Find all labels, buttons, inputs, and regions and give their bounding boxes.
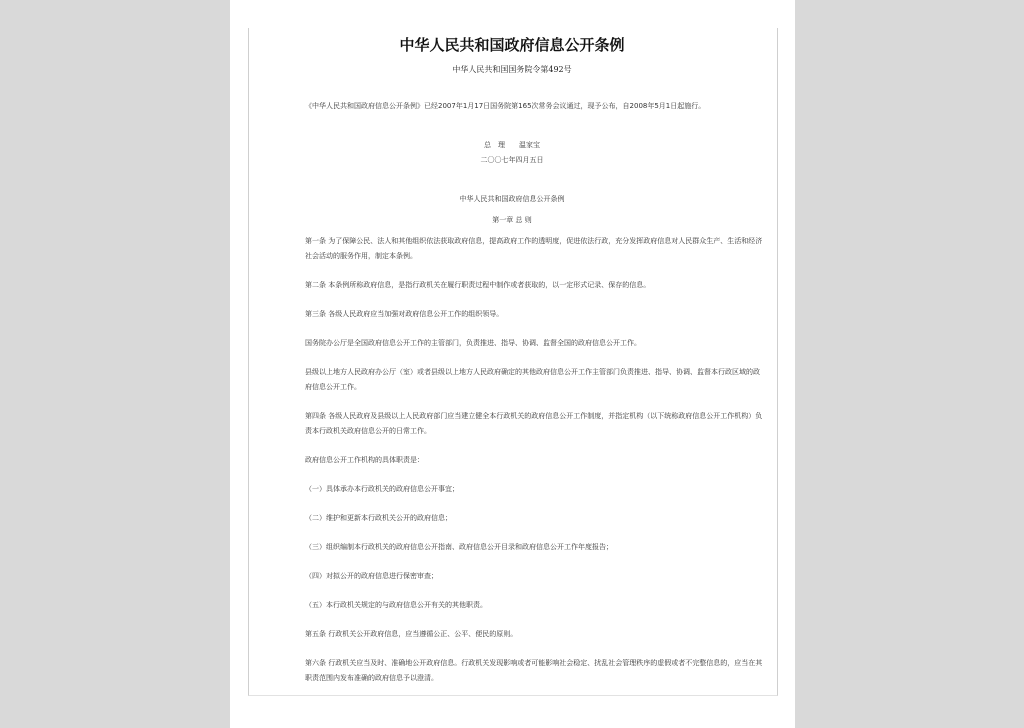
document-page [248, 28, 778, 696]
article-6: 第六条 行政机关应当及时、准确地公开政府信息。行政机关发现影响或者可能影响社会稳定、扰乱社会管理秩序的虚假或者不完整信息的，应当在其职责范围内发布准确的政府信息予以澄清。 [305, 659, 763, 682]
decree-number: 中华人民共和国国务院令第492号 [452, 65, 572, 74]
document-title: 中华人民共和国政府信息公开条例 [399, 36, 625, 54]
duty-item-4: （四）对拟公开的政府信息进行保密审查； [305, 572, 438, 580]
signatory: 总 理 温家宝 [484, 141, 540, 149]
article-3-para-3: 县级以上地方人民政府办公厅（室）或者县级以上地方人民政府确定的其他政府信息公开工作主管部门负责推进、指导、协调、监督本行政区域的政府信息公开工作。 [305, 368, 760, 391]
article-4: 第四条 各级人民政府及县级以上人民政府部门应当建立健全本行政机关的政府信息公开工作制度，并指定机构（以下统称政府信息公开工作机构）负责本行政机关政府信息公开的日常工作。 [305, 412, 763, 435]
duty-item-5: （五）本行政机关规定的与政府信息公开有关的其他职责。 [305, 601, 487, 609]
document-viewer[interactable] [230, 0, 795, 728]
article-4-duties-intro: 政府信息公开工作机构的具体职责是： [305, 456, 424, 464]
duty-item-1: （一）具体承办本行政机关的政府信息公开事宜； [305, 485, 459, 493]
article-5: 第五条 行政机关公开政府信息，应当遵循公正、公平、便民的原则。 [305, 630, 518, 638]
article-3-para-2: 国务院办公厅是全国政府信息公开工作的主管部门，负责推进、指导、协调、监督全国的政府信息公开工作。 [305, 339, 641, 347]
duty-item-3: （三）组织编制本行政机关的政府信息公开指南、政府信息公开目录和政府信息公开工作年度报告； [305, 543, 613, 551]
intro-paragraph: 《中华人民共和国政府信息公开条例》已经2007年1月17日国务院第165次常务会议通过，现予公布，自2008年5月1日起施行。 [305, 102, 706, 110]
duty-item-2: （二）维护和更新本行政机关公开的政府信息； [305, 514, 452, 522]
article-1: 第一条 为了保障公民、法人和其他组织依法获取政府信息，提高政府工作的透明度，促进依法行政，充分发挥政府信息对人民群众生产、生活和经济社会活动的服务作用，制定本条例。 [305, 237, 763, 260]
issue-date: 二〇〇七年四月五日 [480, 156, 544, 164]
regulation-title: 中华人民共和国政府信息公开条例 [459, 195, 565, 203]
chapter-heading: 第一章 总 则 [492, 216, 532, 224]
article-3: 第三条 各级人民政府应当加强对政府信息公开工作的组织领导。 [305, 310, 504, 318]
article-2: 第二条 本条例所称政府信息，是指行政机关在履行职责过程中制作或者获取的，以一定形式记录、保存的信息。 [305, 281, 651, 289]
